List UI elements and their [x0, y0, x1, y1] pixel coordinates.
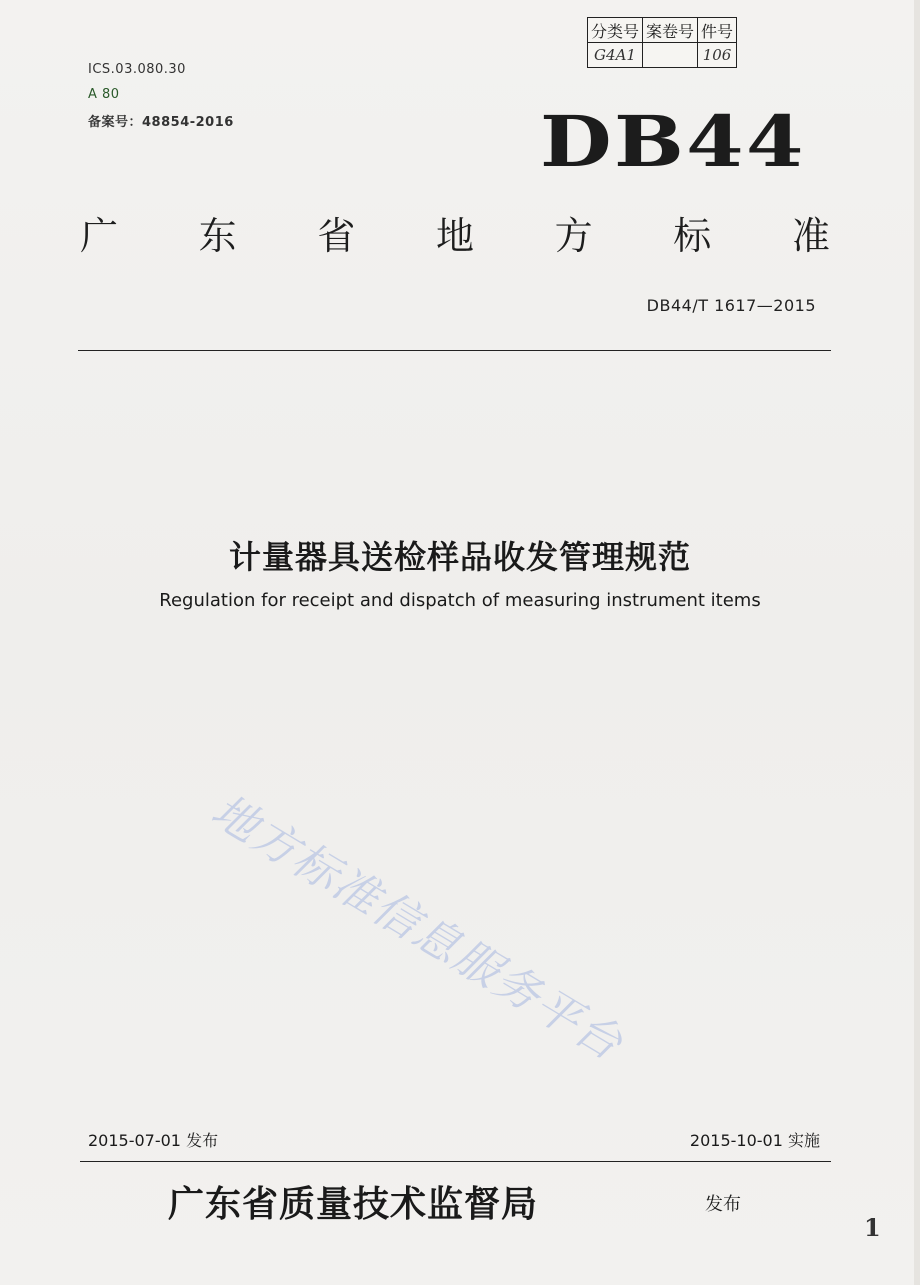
heading-char: 地 — [435, 214, 474, 258]
page-number: 1 — [864, 1213, 881, 1242]
heading-char: 省 — [317, 214, 356, 258]
province-standard-heading — [80, 205, 830, 260]
heading-char: 广 — [80, 214, 119, 258]
publish-date: 2015-07-01 发布 — [88, 1131, 219, 1150]
stamp-header-category: 分类号 — [588, 18, 643, 43]
stamp-value-category: G4A1 — [588, 43, 643, 68]
stamp-header-item: 件号 — [698, 18, 737, 43]
stamp-value-item: 106 — [698, 43, 737, 68]
heading-char: 东 — [198, 214, 237, 258]
title-chinese: 计量器具送检样品收发管理规范 — [228, 538, 691, 576]
top-divider — [78, 350, 831, 351]
stamp-header-file: 案卷号 — [643, 18, 698, 43]
heading-char: 标 — [673, 214, 712, 258]
stamp-value-file — [643, 43, 698, 68]
implement-date: 2015-10-01 实施 — [689, 1131, 820, 1150]
bottom-divider — [80, 1161, 831, 1162]
standard-code: DB44/T 1617—2015 — [646, 296, 816, 315]
title-english: Regulation for receipt and dispatch of measuring instrument items — [159, 590, 761, 611]
record-value: 48854-2016 — [142, 115, 234, 130]
heading-char: 方 — [554, 214, 593, 258]
issue-label: 发布 — [705, 1194, 741, 1215]
db44-logo: DB44 — [540, 100, 806, 183]
record-label: 备案号： — [88, 115, 143, 130]
ics-code: ICS.03.080.30 — [88, 62, 186, 77]
record-number — [88, 111, 234, 130]
classification-code: A 80 — [88, 87, 120, 102]
issuing-authority: 广东省质量技术监督局 — [168, 1183, 539, 1225]
watermark: 地方标准信息服务平台 — [202, 783, 633, 1072]
heading-char: 准 — [791, 214, 830, 258]
archive-stamp — [587, 17, 737, 68]
page-edge — [914, 0, 920, 1285]
